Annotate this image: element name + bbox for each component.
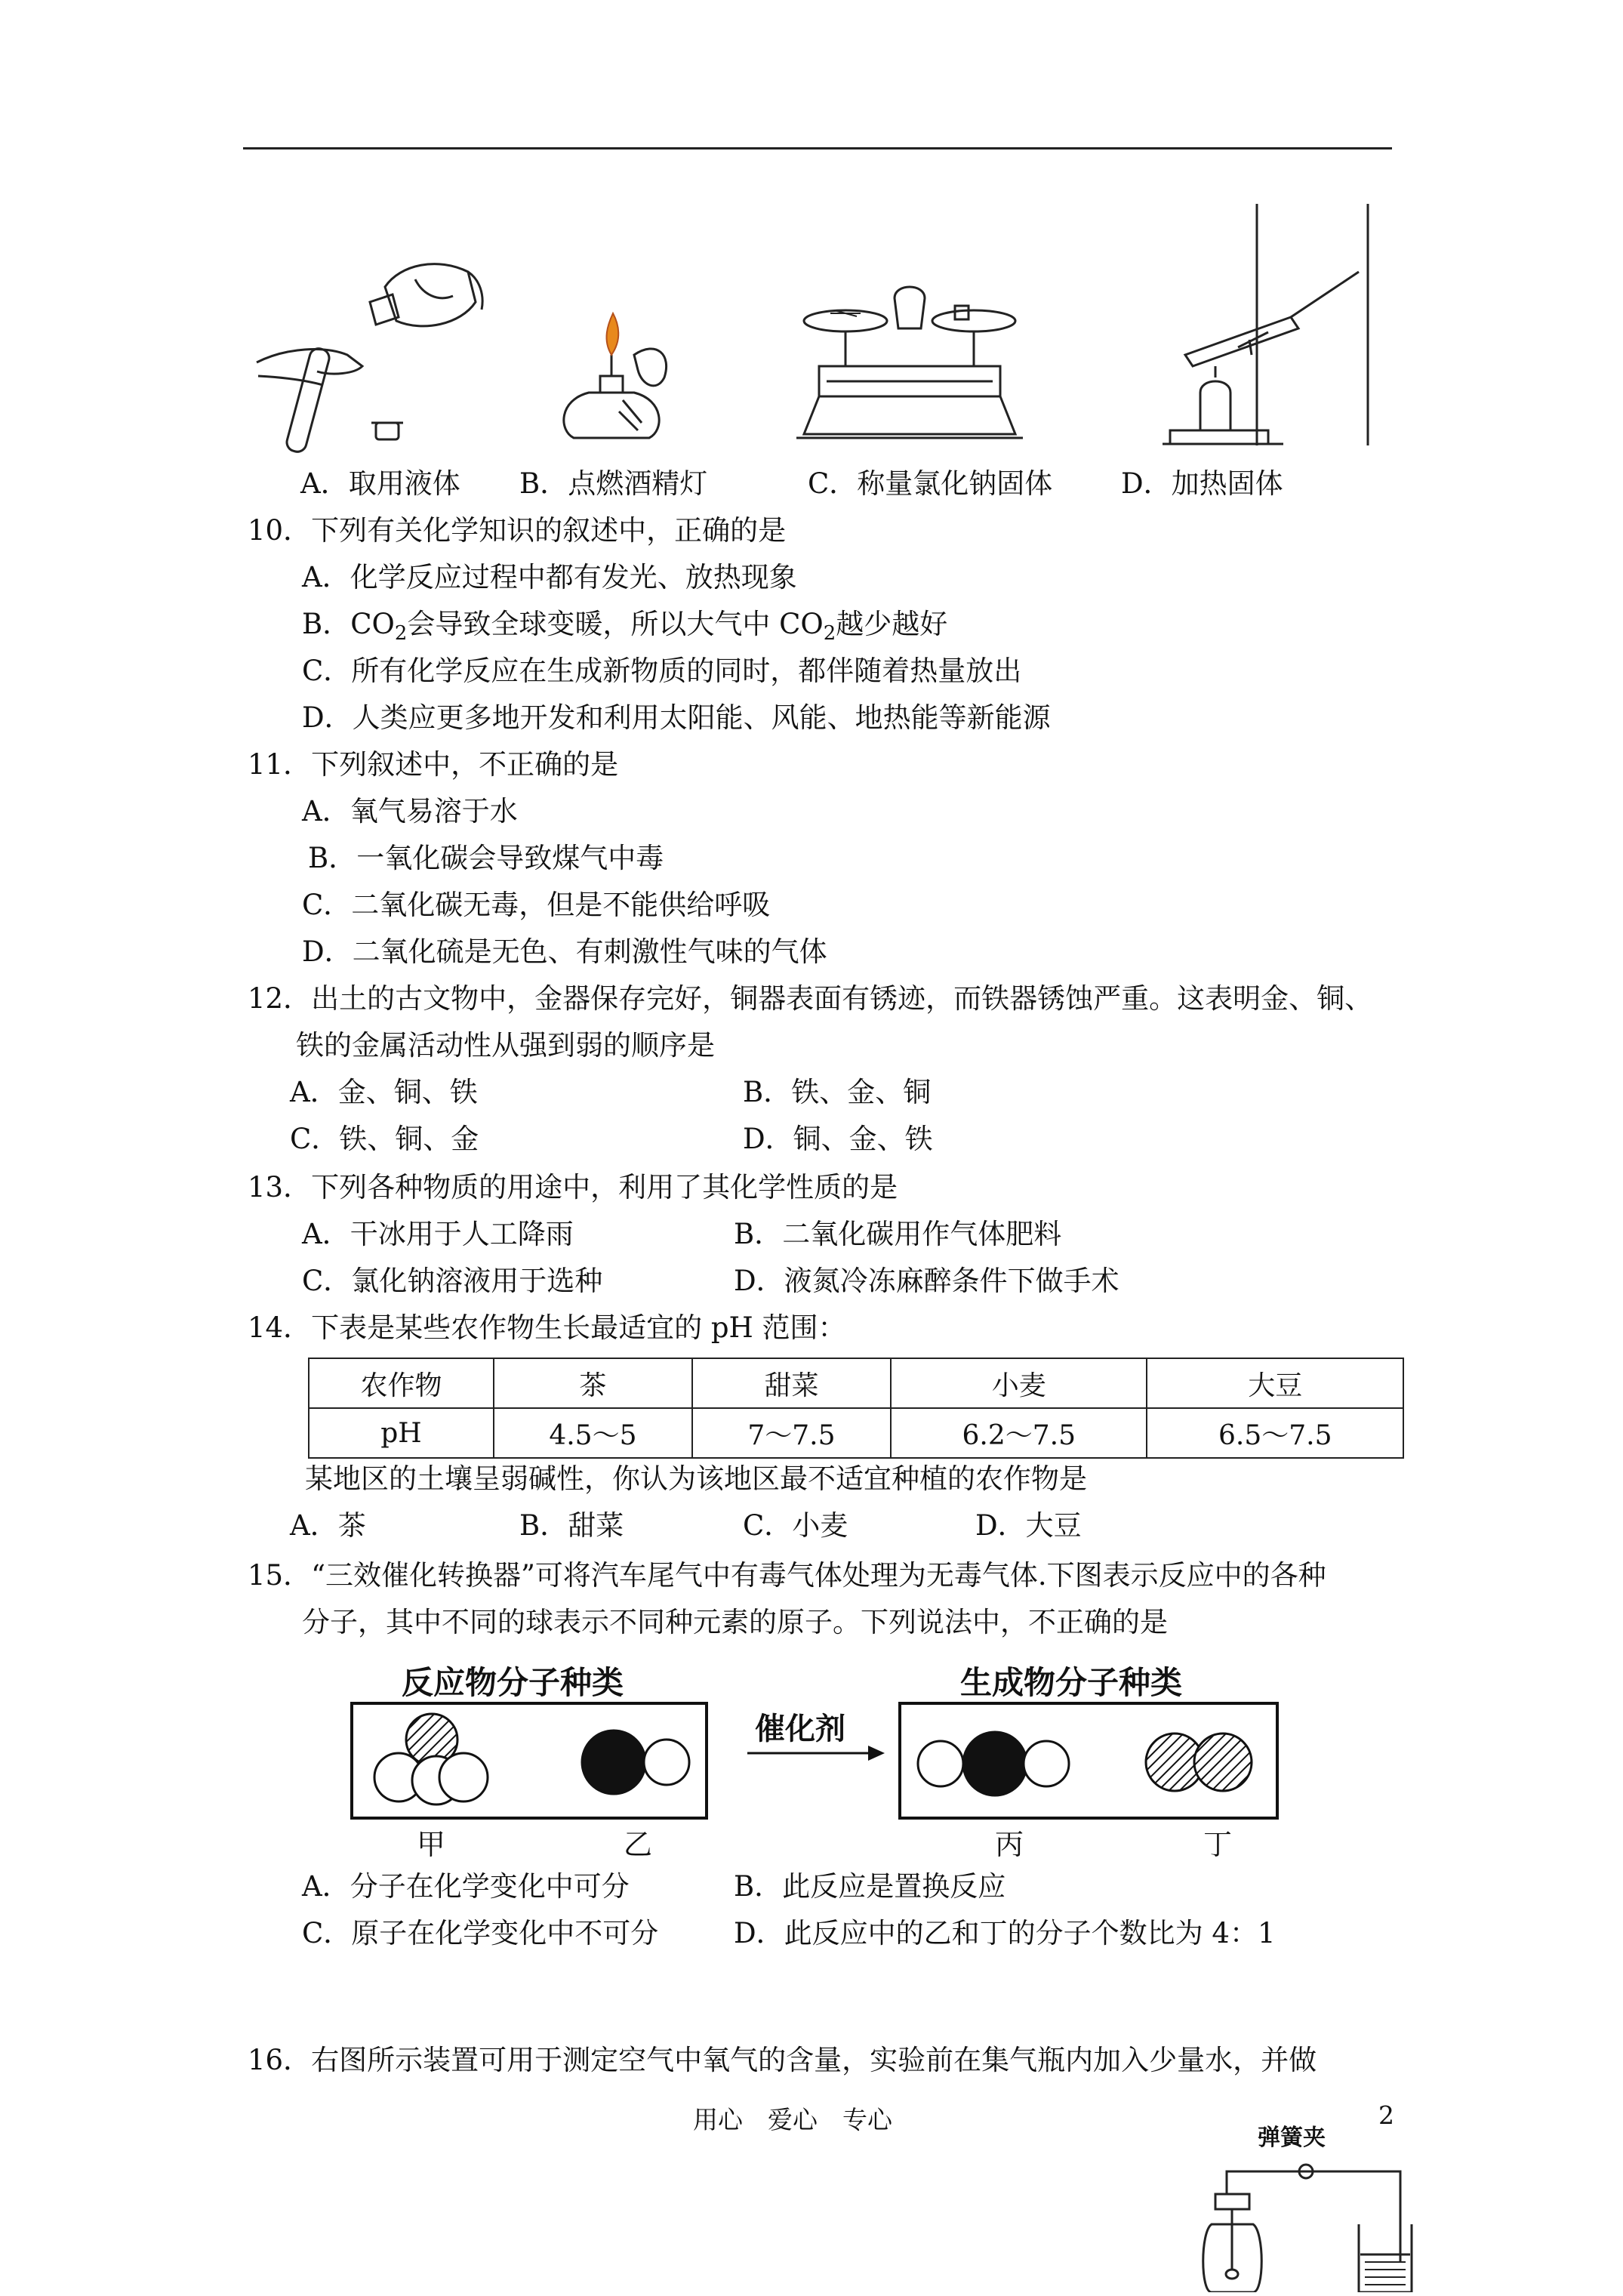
catalyst-label: 催化剂 bbox=[755, 1712, 845, 1746]
q15-option-a: A．分子在化学变化中可分 bbox=[302, 1870, 630, 1903]
q11-option-a: A．氧气易溶于水 bbox=[302, 795, 518, 827]
table-cell: 茶 bbox=[494, 1358, 692, 1408]
q12-option-b: B．铁、金、铜 bbox=[743, 1076, 932, 1108]
q14-option-c: C．小麦 bbox=[743, 1509, 848, 1542]
q10-option-b: B．$CO_2$会导致全球变暖，所以大气中 $CO_2$越少越好 bbox=[302, 608, 948, 645]
q14-follow: 某地区的土壤呈弱碱性，你认为该地区最不适宜种植的农作物是 bbox=[305, 1462, 1087, 1495]
table-cell: 6.2～7.5 bbox=[891, 1408, 1147, 1458]
figure-balance bbox=[796, 283, 1023, 449]
spring-clip-label: 弹簧夹 bbox=[1258, 2125, 1326, 2151]
page-number: 2 bbox=[1378, 2100, 1394, 2130]
bing-left-atom bbox=[918, 1741, 963, 1786]
q15-stem: 15．“三效催化转换器”可将汽车尾气中有毒气体处理为无毒气体.下图表示反应中的各种 bbox=[248, 1559, 1326, 1592]
table-cell: pH bbox=[309, 1408, 494, 1458]
label-ding: 丁 bbox=[1203, 1828, 1233, 1861]
ph-table bbox=[308, 1358, 1404, 1459]
label-jia: 甲 bbox=[417, 1828, 446, 1861]
yi-big-atom bbox=[582, 1730, 645, 1794]
q15-option-c: C．原子在化学变化中不可分 bbox=[302, 1917, 659, 1949]
reactant-title: 反应物分子种类 bbox=[402, 1664, 624, 1701]
bing-right-atom bbox=[1024, 1741, 1069, 1786]
reaction-molecules bbox=[0, 1699, 1623, 1820]
table-row bbox=[309, 1358, 1403, 1408]
jia-right-atom bbox=[439, 1753, 488, 1801]
table-cell: 大豆 bbox=[1147, 1358, 1403, 1408]
header-rule bbox=[243, 147, 1392, 149]
figure-heating-solid bbox=[1155, 204, 1374, 453]
q13-stem: 13．下列各种物质的用途中，利用了其化学性质的是 bbox=[248, 1171, 898, 1203]
q16-stem: 16．右图所示装置可用于测定空气中氧气的含量，实验前在集气瓶内加入少量水，并做 bbox=[248, 2044, 1317, 2076]
ding-right-atom bbox=[1194, 1734, 1252, 1791]
q12-stem: 12．出土的古文物中，金器保存完好，铜器表面有锈迹，而铁器锈蚀严重。这表明金、铜、 bbox=[248, 982, 1373, 1015]
q10-option-d: D．人类应更多地开发和利用太阳能、风能、地热能等新能源 bbox=[302, 701, 1051, 734]
bing-center-atom bbox=[963, 1732, 1027, 1795]
label-bing: 丙 bbox=[995, 1828, 1024, 1861]
q10-option-a: A．化学反应过程中都有发光、放热现象 bbox=[302, 561, 797, 593]
label-yi: 乙 bbox=[624, 1828, 653, 1861]
q11-option-d: D．二氧化硫是无色、有刺激性气味的气体 bbox=[302, 935, 827, 968]
q15-option-d: D．此反应中的乙和丁的分子个数比为 4：1 bbox=[734, 1917, 1276, 1949]
q14-option-a: A．茶 bbox=[290, 1509, 366, 1542]
q13-option-c: C．氯化钠溶液用于选种 bbox=[302, 1265, 603, 1297]
product-title: 生成物分子种类 bbox=[960, 1664, 1183, 1701]
table-cell: 小麦 bbox=[891, 1358, 1147, 1408]
table-cell: 4.5～5 bbox=[494, 1408, 692, 1458]
q12-stem-cont: 铁的金属活动性从强到弱的顺序是 bbox=[296, 1029, 715, 1062]
q12-option-a: A．金、铜、铁 bbox=[290, 1076, 478, 1108]
q15-option-b: B．此反应是置换反应 bbox=[734, 1870, 1006, 1903]
arrow-icon bbox=[747, 1746, 885, 1761]
apparatus-label-d: D．加热固体 bbox=[1121, 467, 1283, 500]
q12-option-c: C．铁、铜、金 bbox=[290, 1123, 479, 1155]
q13-option-a: A．干冰用于人工降雨 bbox=[302, 1218, 574, 1250]
yi-small-atom bbox=[644, 1740, 689, 1785]
q13-option-b: B．二氧化碳用作气体肥料 bbox=[734, 1218, 1062, 1250]
q11-option-b: B．一氧化碳会导致煤气中毒 bbox=[308, 842, 664, 874]
table-cell: 6.5～7.5 bbox=[1147, 1408, 1403, 1458]
q14-stem: 14．下表是某些农作物生长最适宜的 pH 范围： bbox=[248, 1311, 846, 1344]
q14-option-d: D．大豆 bbox=[975, 1509, 1082, 1542]
page-footer: 用心 爱心 专心 bbox=[693, 2105, 892, 2134]
q11-stem: 11．下列叙述中，不正确的是 bbox=[248, 748, 619, 781]
apparatus-label-a: A．取用液体 bbox=[300, 467, 460, 500]
table-cell: 农作物 bbox=[309, 1358, 494, 1408]
q13-option-d: D．液氮冷冻麻醉条件下做手术 bbox=[734, 1265, 1119, 1297]
table-cell: 甜菜 bbox=[692, 1358, 891, 1408]
q15-stem-cont: 分子，其中不同的球表示不同种元素的原子。下列说法中，不正确的是 bbox=[302, 1606, 1168, 1638]
apparatus-label-c: C．称量氯化钠固体 bbox=[808, 467, 1053, 500]
q11-option-c: C．二氧化碳无毒，但是不能供给呼吸 bbox=[302, 889, 771, 921]
q10-stem: 10．下列有关化学知识的叙述中，正确的是 bbox=[248, 514, 787, 547]
table-cell: 7～7.5 bbox=[692, 1408, 891, 1458]
apparatus-label-b: B．点燃酒精灯 bbox=[519, 467, 708, 500]
q12-option-d: D．铜、金、铁 bbox=[743, 1123, 933, 1155]
figure-alcohol-lamp bbox=[544, 310, 687, 445]
figure-pouring-liquid bbox=[242, 249, 491, 453]
q14-option-b: B．甜菜 bbox=[519, 1509, 624, 1542]
q10-option-c: C．所有化学反应在生成新物质的同时，都伴随着热量放出 bbox=[302, 655, 1022, 687]
table-row bbox=[309, 1408, 1403, 1458]
figure-oxygen-apparatus bbox=[1193, 2149, 1419, 2292]
